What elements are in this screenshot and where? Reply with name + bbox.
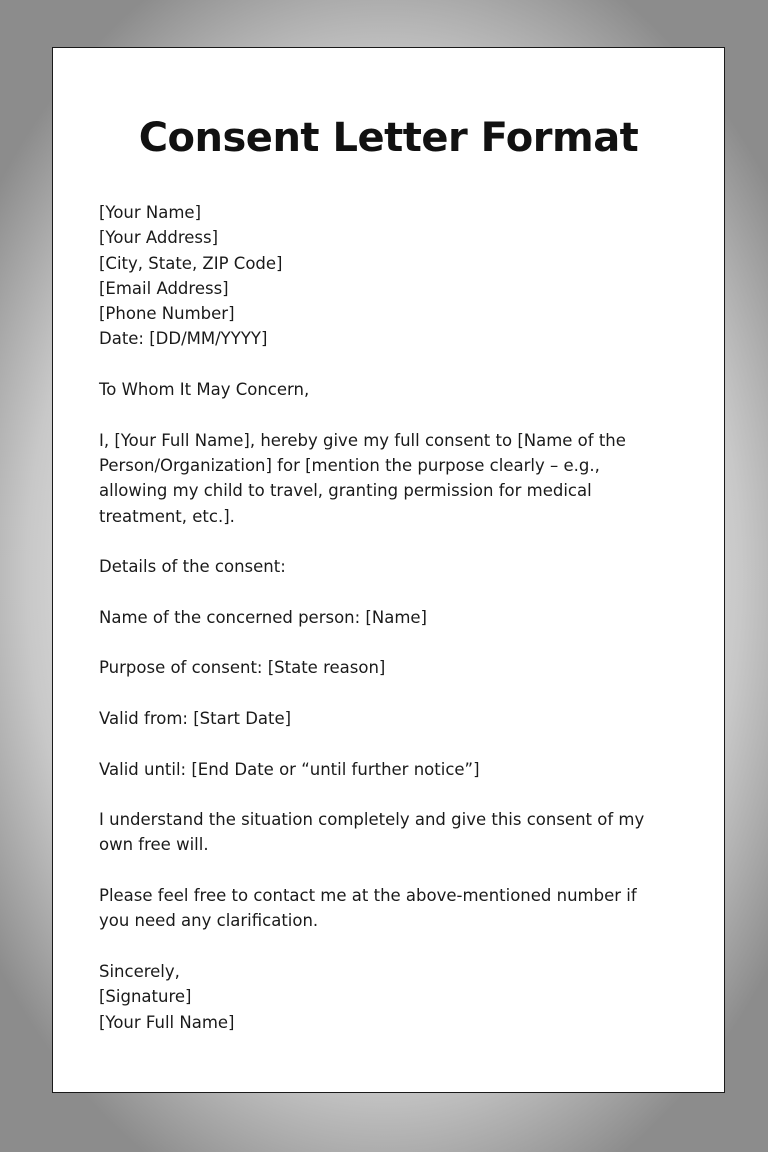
sender-block <box>99 200 699 352</box>
detail-valid-until: Valid until: [End Date or “until further notice”] <box>99 759 480 779</box>
sender-email: [Email Address] <box>99 278 229 298</box>
details-heading: Details of the consent: <box>99 557 286 577</box>
detail-concerned-person: Name of the concerned person: [Name] <box>99 607 427 627</box>
closing-block <box>99 959 699 1035</box>
understanding-line: own free will. <box>99 835 209 855</box>
sender-address: [Your Address] <box>99 228 219 248</box>
intro-line: I, [Your Full Name], hereby give my full consent to [Name of the <box>99 430 626 450</box>
contact-line: Please feel free to contact me at the above-mentioned number if <box>99 886 637 906</box>
page-title: Consent Letter Format <box>138 115 639 161</box>
sign-off: Sincerely, <box>99 961 180 981</box>
sender-phone: [Phone Number] <box>99 304 235 324</box>
contact-paragraph <box>99 883 699 934</box>
letter-body <box>99 200 699 1035</box>
understanding-line: I understand the situation completely and give this consent of my <box>99 810 645 830</box>
salutation: To Whom It May Concern, <box>99 380 310 400</box>
detail-purpose: Purpose of consent: [State reason] <box>99 658 386 678</box>
contact-line: you need any clarification. <box>99 911 319 931</box>
closing-full-name: [Your Full Name] <box>99 1012 235 1032</box>
sender-city-state-zip: [City, State, ZIP Code] <box>99 253 283 273</box>
letter-page <box>52 47 725 1093</box>
letter-date: Date: [DD/MM/YYYY] <box>99 329 268 349</box>
detail-valid-from: Valid from: [Start Date] <box>99 708 292 728</box>
understanding-paragraph <box>99 807 699 858</box>
intro-paragraph <box>99 428 699 529</box>
intro-line: treatment, etc.]. <box>99 506 235 526</box>
signature-placeholder: [Signature] <box>99 987 192 1007</box>
intro-line: Person/Organization] for [mention the purpose clearly – e.g., <box>99 455 600 475</box>
sender-name: [Your Name] <box>99 203 202 222</box>
intro-line: allowing my child to travel, granting permission for medical <box>99 481 592 501</box>
